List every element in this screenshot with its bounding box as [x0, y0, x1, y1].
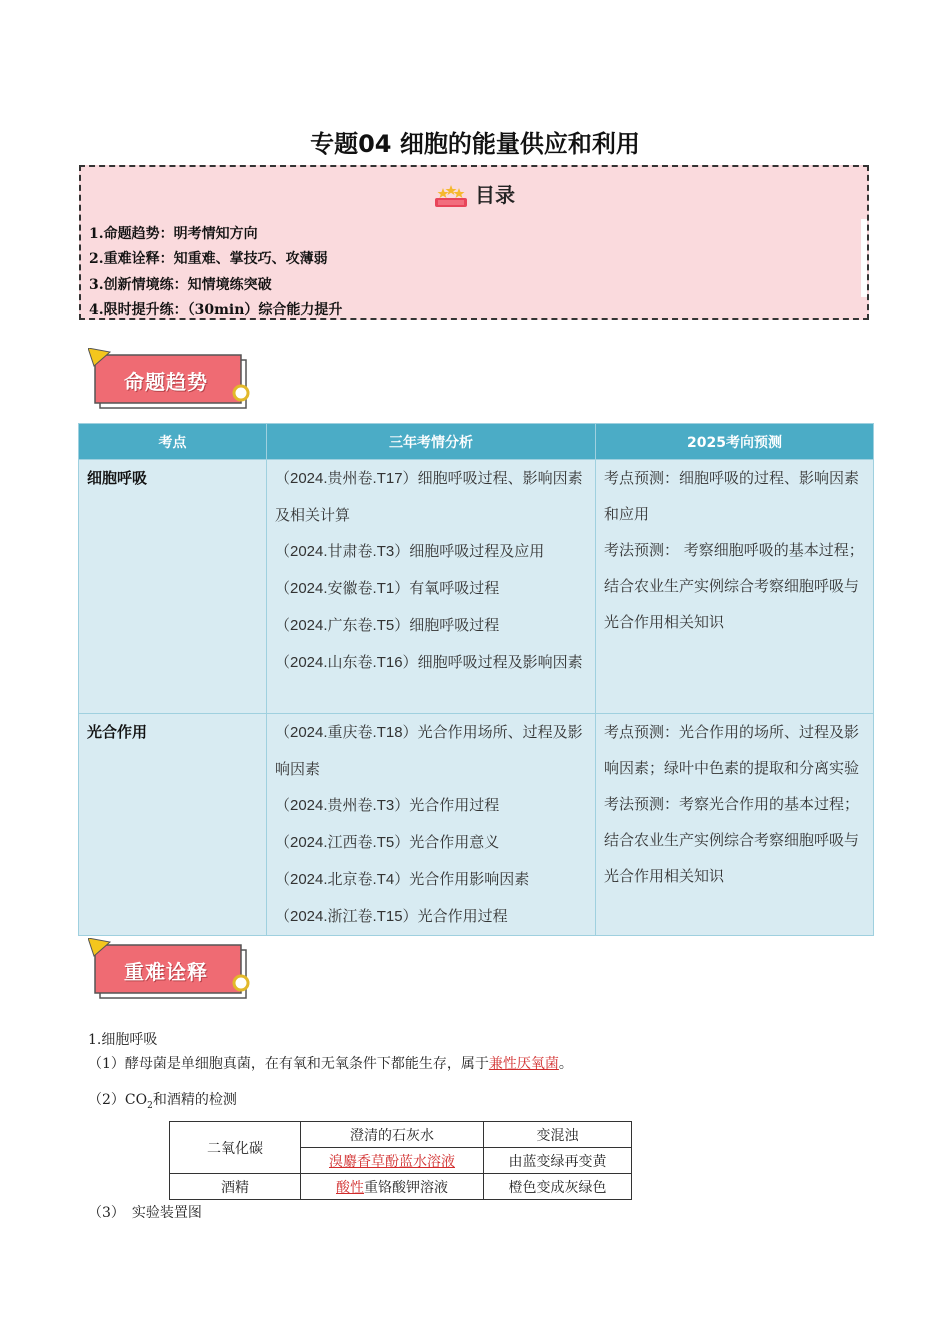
- column-header: 考点: [79, 424, 267, 460]
- table-row: [170, 1174, 632, 1200]
- prediction-item: 考法预测：考察光合作用的基本过程；结合农业生产实例综合考察细胞呼吸与光合作用相关知识: [604, 795, 860, 885]
- toc-item[interactable]: 3.创新情境练：知情境练突破: [89, 277, 272, 293]
- analysis-item: （2024.江西卷.T5）光合作用意义: [275, 833, 500, 851]
- toc-item[interactable]: 2.重难诠释：知重难、掌技巧、攻薄弱: [89, 251, 328, 267]
- toc-heading-text: 目录: [475, 183, 515, 207]
- toc-item[interactable]: 1.命题趋势：明考情知方向: [89, 226, 258, 242]
- highlight-answer: 溴麝香草酚蓝水溶液: [329, 1153, 455, 1170]
- table-header-row: [79, 424, 874, 460]
- paragraph-3: （3） 实验装置图: [88, 1205, 202, 1221]
- analysis-cell: [267, 714, 596, 936]
- table-cell: 由蓝变绿再变黄: [484, 1148, 632, 1174]
- table-row: [170, 1122, 632, 1148]
- analysis-item: （2024.甘肃卷.T3）细胞呼吸过程及应用: [275, 542, 545, 560]
- section-heading: 1.细胞呼吸: [88, 1032, 158, 1048]
- analysis-item: （2024.贵州卷.T17）细胞呼吸过程、影响因素及相关计算: [275, 469, 583, 524]
- table-cell: 酒精: [170, 1174, 301, 1200]
- prediction-cell: [596, 460, 874, 714]
- exam-trend-table: [78, 423, 874, 936]
- analysis-item: （2024.山东卷.T16）细胞呼吸过程及影响因素: [275, 653, 583, 671]
- table-cell: 澄清的石灰水: [301, 1122, 484, 1148]
- paragraph-1: （1）酵母菌是单细胞真菌，在有氧和无氧条件下都能生存，属于兼性厌氧菌。: [88, 1056, 573, 1072]
- analysis-item: （2024.北京卷.T4）光合作用影响因素: [275, 870, 530, 888]
- page-title: 专题04 细胞的能量供应和利用: [310, 130, 640, 158]
- prediction-item: 考法预测： 考察细胞呼吸的基本过程；结合农业生产实例综合考察细胞呼吸与光合作用相关知识: [604, 541, 864, 631]
- table-cell: 变混浊: [484, 1122, 632, 1148]
- prediction-item: 考点预测：光合作用的场所、过程及影响因素；绿叶中色素的提取和分离实验: [604, 723, 860, 777]
- table-cell: [301, 1148, 484, 1174]
- analysis-item: （2024.安徽卷.T1）有氧呼吸过程: [275, 579, 500, 597]
- section-banner-trend: [88, 348, 248, 410]
- topic-cell: 光合作用: [79, 714, 267, 936]
- stars-badge-icon: [433, 184, 469, 210]
- analysis-item: （2024.浙江卷.T15）光合作用过程: [275, 907, 508, 925]
- analysis-item: （2024.重庆卷.T18）光合作用场所、过程及影响因素: [275, 723, 583, 778]
- table-cell: 二氧化碳: [170, 1122, 301, 1174]
- table-row: [79, 460, 874, 714]
- prediction-item: 考点预测：细胞呼吸的过程、影响因素和应用: [604, 469, 860, 523]
- prediction-cell: [596, 714, 874, 936]
- column-header: 三年考情分析: [267, 424, 596, 460]
- table-row: [79, 714, 874, 936]
- detection-table: [169, 1121, 632, 1200]
- paragraph-2: $(2)CO_2$和酒精的检测: [88, 1092, 237, 1111]
- analysis-cell: [267, 460, 596, 714]
- table-of-contents: [79, 165, 869, 320]
- analysis-item: （2024.贵州卷.T3）光合作用过程: [275, 796, 500, 814]
- table-cell: 橙色变成灰绿色: [484, 1174, 632, 1200]
- topic-cell: 细胞呼吸: [79, 460, 267, 714]
- toc-heading: [81, 179, 867, 210]
- banner-title: 重难诠释: [124, 960, 208, 984]
- toc-item[interactable]: 4.限时提升练：（30min）综合能力提升: [89, 302, 343, 318]
- analysis-item: （2024.广东卷.T5）细胞呼吸过程: [275, 616, 500, 634]
- table-cell: 酸性重铬酸钾溶液: [301, 1174, 484, 1200]
- banner-title: 命题趋势: [124, 370, 208, 394]
- highlight-answer: 酸性: [336, 1179, 364, 1196]
- section-banner-difficult: [88, 938, 248, 1000]
- highlight-answer: 兼性厌氧菌: [488, 1056, 559, 1072]
- column-header: 2025考向预测: [596, 424, 874, 460]
